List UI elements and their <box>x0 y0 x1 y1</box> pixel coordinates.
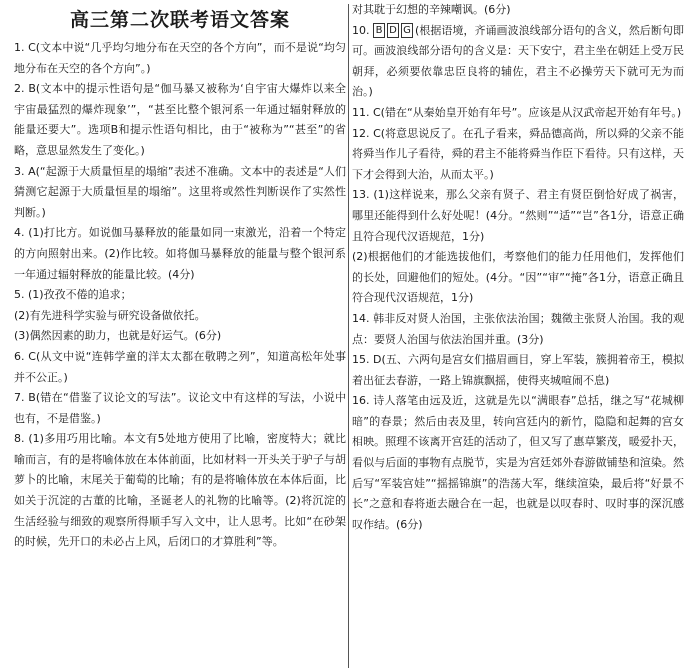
left-answer-list <box>14 38 346 553</box>
answer-number: 12. <box>352 126 374 140</box>
answer-item <box>14 79 346 161</box>
answer-number: 8. <box>14 432 29 446</box>
answer-item <box>14 347 346 388</box>
answer-text: C(将意思说反了。在孔子看来，舜品德高尚，所以舜的父亲不能将舜当作儿子看待，舜的君主不能将舜当作臣下看待。只有这样，天下才会得到大治，从而太平。) <box>352 126 684 181</box>
answer-item <box>352 309 684 350</box>
answer-text: B(文本中的提示性语句是“伽马暴又被称为‘自宇宙大爆炸以来全宇宙最猛烈的爆炸现象’”，“甚至比整个银河系一年通过辐射释放的能量还要大”。选项B和提示性语句相比，由于“被称为”“甚至”的省略，意思显然发生了变化。) <box>14 82 346 157</box>
answer-number: 14. <box>352 311 374 325</box>
answer-choice-box: D <box>387 23 399 38</box>
answer-item <box>352 350 684 391</box>
answer-text: (根据语境，齐诵画波浪线部分语句的含义，然后断句即可。画波浪线部分语句的含义是：天下安宁，君主坐在朝廷上受万民朝拜，必须要依靠忠臣良将的辅佐，君主不必操劳天下就可无为而治。) <box>352 23 684 99</box>
answer-text: D(五、六两句是宫女们描眉画目，穿上军装，簇拥着帝王，模拟着出征去春游，一路上锦旗飘摇，使得夹城喧闹不息) <box>352 353 684 387</box>
answer-item <box>14 162 346 224</box>
answer-item <box>352 185 684 309</box>
answer-number: 1. <box>14 41 29 54</box>
column-divider <box>348 4 349 668</box>
answer-number: 11. <box>352 105 373 119</box>
right-answer-list <box>352 0 684 535</box>
answer-item <box>352 21 684 103</box>
answer-number: 6. <box>14 349 29 363</box>
answer-number: 4. <box>14 226 29 240</box>
answer-paragraph: (2)根据他们的才能选拔他们，考察他们的能力任用他们，发挥他们的长处，回避他们的短处。(4分。“因”“审”“掩”各1分，语意正确且符合现代汉语规范，1分) <box>352 250 684 305</box>
answer-item <box>352 103 684 124</box>
answer-text: 对其耽于幻想的辛辣嘲讽。(6分) <box>352 3 511 16</box>
answer-text: 韩非反对贤人治国，主张依法治国；魏徵主张贤人治国。我的观点：要贤人治国与依法治国并重。(3分) <box>352 311 685 346</box>
answer-text: C(错在“从秦始皇开始有年号”。应该是从汉武帝起开始有年号。) <box>373 105 682 119</box>
answer-paragraph: (2)有先进科学实验与研究设备做依托。 <box>14 308 206 322</box>
answer-text: C(从文中说“连韩学童的洋太太都在敬聘之列”，知道高松年处事并不公正。) <box>14 349 346 384</box>
answer-item <box>14 388 346 429</box>
answer-item <box>352 124 684 186</box>
answer-text: 诗人落笔由远及近，这就是先以“满眼春”总括，继之写“花城柳暗”的春景；然后由表及里，转向宫廷内的新竹，隐隐和起舞的宫女相映。照理不该离开宫廷的活动了，但又写了惠草繁茂，暖爱扑天，看似与后面的事物有点脱节，实是为宫廷郊外春游做铺垫和渲染。然后写“军装宫娃”“摇摇锦旗”的浩荡大军，继续渲染，最后将“好景不长”之意和春将逝去融合在一起，也就是以叹春时、叹时事的深沉感叹作结。(6分) <box>352 394 684 531</box>
answer-text: (1)打比方。如说伽马暴释放的能量如同一束激光，沿着一个特定的方向照射出来。(2)作比较。如将伽马暴释放的能量与整个银河系一年通过辐射释放的能量比较。(4分) <box>14 226 346 281</box>
answer-item <box>14 429 346 553</box>
answer-number: 13. <box>352 188 374 202</box>
answer-item <box>352 391 684 535</box>
answer-number: 16. <box>352 394 374 408</box>
answer-text: A(“起源于大质量恒星的塌缩”表述不准确。文本中的表述是“人们猜测它起源于大质量恒星的塌缩”。这里将或然性判断误作了实然性判断。) <box>14 164 346 219</box>
answer-item <box>14 285 346 347</box>
page-title: 高三第二次联考语文答案 <box>69 9 290 31</box>
answer-item <box>14 38 346 79</box>
answer-text: C(文本中说“几乎均匀地分布在天空的各个方向”，而不是说“均匀地分布在天空的各个方向”。) <box>14 41 346 75</box>
answer-number: 2. <box>14 82 29 96</box>
answer-number: 10. <box>352 23 374 37</box>
answer-paragraph: (3)偶然因素的助力，也就是好运气。(6分) <box>14 329 222 343</box>
answer-number: 3. <box>14 164 29 178</box>
answer-text: B(错在“借鉴了议论文的写法”。议论文中有这样的写法，小说中也有，不是借鉴。) <box>14 391 346 425</box>
answer-number: 15. <box>352 353 374 367</box>
answer-paragraph: (1)这样说来，那么父亲有贤子、君主有贤臣倒恰好成了祸害，哪里还能得到什么好处呢！(4分。“然则”“适”“岂”各1分，语意正确且符合现代汉语规范，1分) <box>352 188 684 243</box>
answer-number: 7. <box>14 391 29 405</box>
answer-item <box>352 0 684 21</box>
answer-number: 5. <box>14 288 28 302</box>
answer-text: (1)多用巧用比喻。本文有5处地方使用了比喻，密度特大；就比喻而言，有的是将喻体放在本体前面，比如材料一开头关于驴子与胡萝卜的比喻，末尾关于葡萄的比喻；有的是将喻体放在本体后面，比如关于沉淀的古董的比喻，圣诞老人的礼物的比喻等。(2)将沉淀的生活经验与细致的观察所得顺手写入文中，让人思考。比如“在砂架的时候，先开口的未必占上风，后闭口的才算胜利”等。 <box>14 432 347 549</box>
answer-item <box>14 223 346 285</box>
left-column <box>14 0 346 553</box>
answer-choice-box: B <box>373 23 385 38</box>
right-column <box>352 0 684 535</box>
answer-paragraph: (1)孜孜不倦的追求； <box>28 288 132 302</box>
answer-choice-box: G <box>401 23 413 38</box>
